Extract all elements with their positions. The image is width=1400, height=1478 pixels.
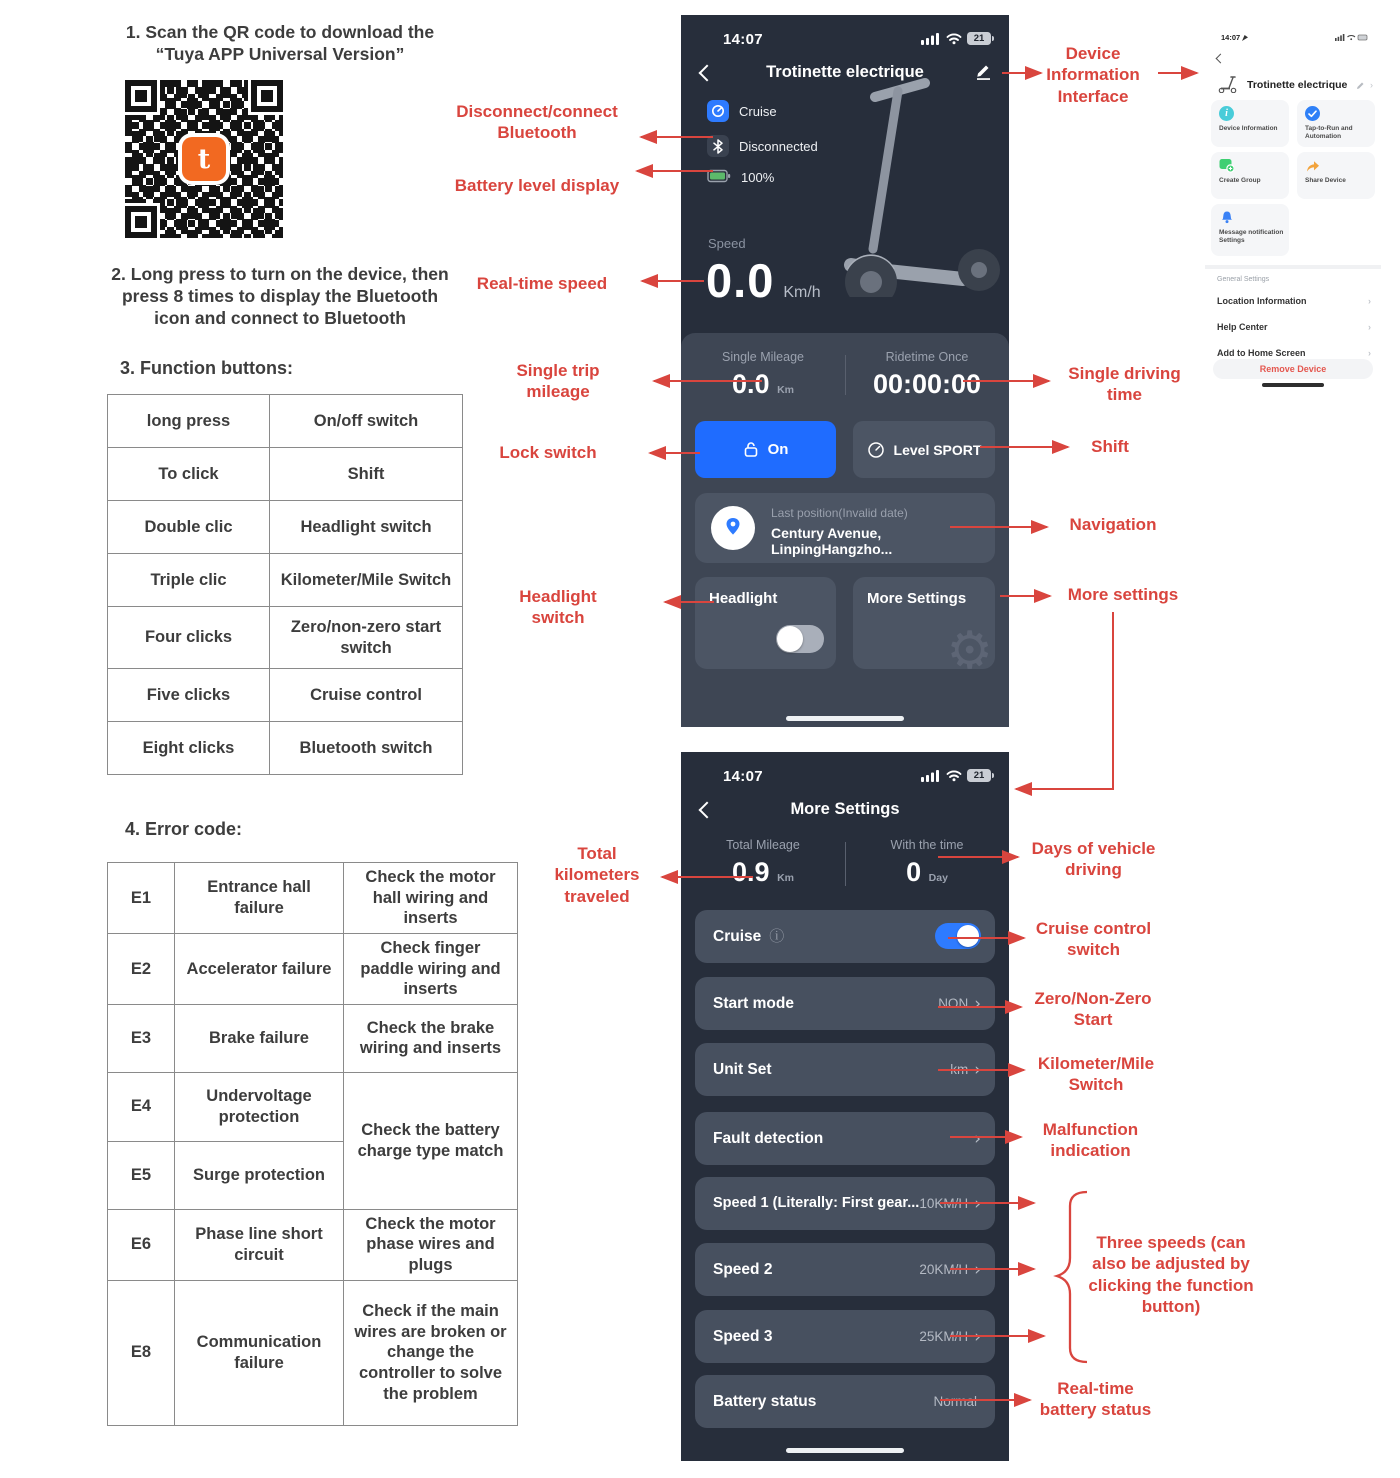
battery-status-label: Battery status	[713, 1393, 817, 1410]
table-cell: Bluetooth switch	[270, 722, 463, 775]
step3-title: 3. Function buttons:	[120, 358, 293, 378]
annotation-driving-time: Single driving time	[1068, 364, 1181, 405]
battery-chip	[707, 169, 774, 186]
mileage-unit: Km	[777, 384, 794, 396]
status-time: 14:07	[1221, 33, 1248, 42]
annotation-device-info: Device Information Interface	[1046, 44, 1140, 106]
start-mode-label: Start mode	[713, 995, 794, 1012]
help-center-row[interactable]: Help Center ›	[1217, 322, 1371, 332]
ridetime-value: 00:00:00	[872, 369, 982, 399]
table-cell: Headlight switch	[270, 501, 463, 554]
with-time-label: With the time	[890, 838, 964, 852]
cruise-icon	[707, 100, 729, 122]
annotation-three-speeds: Three speeds (can also be adjusted by clicking the function button)	[1088, 1233, 1254, 1316]
table-cell: Zero/non-zero start switch	[270, 607, 463, 669]
fault-detection-row[interactable]	[695, 1112, 995, 1165]
table-cell: E1	[108, 863, 175, 934]
navigation-card[interactable]	[695, 493, 995, 563]
with-time-value: 0 Day	[906, 857, 948, 887]
unit-set-row[interactable]	[695, 1043, 995, 1096]
table-cell: Check the battery charge type match	[344, 1072, 518, 1209]
last-position-label: Last position(Invalid date)	[771, 506, 908, 520]
speed-unit: Km/h	[783, 284, 821, 301]
message-notification-card[interactable]: Message notification Settings	[1211, 204, 1289, 256]
chevron-right-icon: ›	[1368, 296, 1371, 306]
bluetooth-icon	[707, 135, 729, 157]
page-title: More Settings	[790, 800, 900, 818]
tuya-logo-icon	[182, 137, 226, 181]
add-to-home-screen-row[interactable]: Add to Home Screen ›	[1217, 348, 1371, 358]
step2-text: 2. Long press to turn on the device, then press 8 times to display the Bluetooth icon and connect to Bluetooth	[111, 264, 449, 328]
qr-finder-icon	[251, 80, 283, 112]
status-icons	[921, 769, 991, 782]
status-time: 14:07	[723, 31, 763, 48]
annotation-malfunction: Malfunction indication	[1042, 1120, 1139, 1161]
create-group-card[interactable]: Create Group	[1211, 152, 1289, 199]
speed-readout	[706, 253, 821, 308]
headlight-label: Headlight	[709, 590, 778, 607]
device-information-card[interactable]: i Device Information	[1211, 100, 1289, 147]
page-title: Trotinette electrique	[766, 63, 924, 81]
table-cell: E2	[108, 933, 175, 1004]
battery-icon: 21	[967, 32, 991, 45]
start-mode-value: NON	[938, 996, 969, 1011]
table-cell: Check the brake wiring and inserts	[344, 1004, 518, 1072]
table-cell: E6	[108, 1209, 175, 1280]
chevron-right-icon: ›	[974, 1059, 981, 1080]
share-icon	[1305, 158, 1320, 173]
total-mileage-value: 0.9 Km	[732, 857, 794, 887]
qr-code	[125, 80, 283, 238]
error-table	[107, 862, 518, 1426]
toggle-knob	[777, 626, 803, 652]
table-cell: Undervoltage protection	[175, 1072, 344, 1141]
function-table	[107, 394, 463, 775]
edit-chevron-group[interactable]	[1356, 80, 1373, 90]
bell-icon	[1219, 210, 1234, 225]
start-mode-row[interactable]	[695, 977, 995, 1030]
battery-status-row	[695, 1375, 995, 1428]
device-info-icon: i	[1219, 106, 1234, 121]
speed-label: Speed	[708, 236, 746, 251]
cruise-label: Cruise	[739, 103, 777, 119]
fault-detection-label: Fault detection	[713, 1130, 824, 1147]
table-cell: Check finger paddle wiring and inserts	[344, 933, 518, 1004]
unit-set-label: Unit Set	[713, 1061, 772, 1078]
scooter-image	[829, 57, 1007, 297]
info-icon[interactable]: ⓘ	[769, 927, 785, 945]
step4-title: 4. Error code:	[125, 819, 243, 839]
table-cell: Surge protection	[175, 1141, 344, 1209]
table-cell: To click	[108, 448, 270, 501]
chevron-right-icon: ›	[1368, 348, 1371, 358]
total-unit: Km	[777, 872, 794, 884]
share-device-card[interactable]: Share Device	[1297, 152, 1375, 199]
cruise-toggle[interactable]	[935, 923, 981, 949]
table-cell: Accelerator failure	[175, 933, 344, 1004]
table-cell: E3	[108, 1004, 175, 1072]
speed2-row[interactable]	[695, 1243, 995, 1296]
more-settings-label: More Settings	[867, 590, 967, 607]
table-cell: E4	[108, 1072, 175, 1141]
annotation-zero-start: Zero/Non-Zero Start	[1034, 989, 1152, 1030]
annotation-lock-switch: Lock switch	[499, 443, 597, 462]
table-cell: Brake failure	[175, 1004, 344, 1072]
section-divider	[1205, 265, 1381, 269]
headlight-card	[695, 577, 836, 669]
scooter-icon	[1217, 75, 1241, 93]
divider	[845, 842, 846, 886]
location-arrow-icon	[1242, 35, 1248, 41]
cruise-row	[695, 910, 995, 963]
chevron-right-icon: ›	[1368, 322, 1371, 332]
annotation-total-km: Total kilometers traveled	[554, 844, 640, 906]
table-cell: Check the motor hall wiring and inserts	[344, 863, 518, 934]
dashboard-panel	[681, 333, 1009, 727]
level-button-label: Level SPORT	[893, 441, 982, 458]
status-icons	[1335, 33, 1369, 41]
annotation-battery-display: Battery level display	[454, 176, 620, 195]
battery-level-icon	[707, 169, 731, 186]
gear-icon: ⚙	[946, 621, 993, 669]
signal-icon	[921, 769, 941, 782]
status-icons	[921, 32, 991, 45]
wifi-icon	[946, 769, 962, 782]
speed3-value: 25KM/H	[919, 1329, 969, 1344]
total-mileage-label: Total Mileage	[726, 838, 800, 852]
unit-set-value: km	[950, 1062, 969, 1077]
chevron-right-icon: ›	[974, 1326, 981, 1347]
chevron-right-icon: ›	[974, 993, 981, 1014]
phone2-more-settings-screen	[681, 752, 1009, 1461]
chevron-right-icon: ›	[974, 1259, 981, 1280]
ridetime-label: Ridetime Once	[885, 350, 969, 364]
wifi-icon	[946, 32, 962, 45]
more-settings-card[interactable]	[853, 577, 995, 669]
annotation-navigation: Navigation	[1069, 515, 1157, 534]
qr-finder-icon	[125, 80, 157, 112]
location-information-row[interactable]: Location Information ›	[1217, 296, 1371, 306]
lock-icon	[743, 441, 759, 458]
phone1-main-screen	[681, 15, 1009, 727]
table-cell: Shift	[270, 448, 463, 501]
table-cell: Five clicks	[108, 669, 270, 722]
signal-icon	[921, 32, 941, 45]
table-cell: On/off switch	[270, 395, 463, 448]
annotation-battery-status: Real-time battery status	[1039, 1379, 1152, 1420]
bluetooth-chip[interactable]	[707, 135, 818, 157]
status-time: 14:07	[723, 768, 763, 785]
divider	[845, 355, 846, 395]
annotation-days-driving: Days of vehicle driving	[1031, 839, 1156, 880]
home-indicator	[786, 716, 904, 721]
last-position-address: Century Avenue, LinpingHangzho...	[771, 525, 893, 557]
location-pin-icon	[711, 506, 755, 550]
table-cell: Communication failure	[175, 1280, 344, 1425]
table-cell: E5	[108, 1141, 175, 1209]
chevron-right-icon: ›	[1370, 80, 1373, 90]
table-cell: Phase line short circuit	[175, 1209, 344, 1280]
qr-finder-icon	[125, 206, 157, 238]
annotation-shift: Shift	[1091, 437, 1129, 456]
speed-value: 0.0	[706, 254, 775, 307]
table-cell: long press	[108, 395, 270, 448]
speed3-row[interactable]	[695, 1310, 995, 1363]
level-shift-button[interactable]	[853, 421, 995, 478]
remove-device-button[interactable]: Remove Device	[1213, 359, 1373, 379]
cruise-chip	[707, 100, 777, 122]
single-mileage-label: Single Mileage	[722, 350, 804, 364]
battery-status-value: Normal	[933, 1394, 977, 1409]
speed3-label: Speed 3	[713, 1328, 773, 1345]
tap-to-run-card[interactable]: Tap-to-Run and Automation	[1297, 100, 1375, 147]
headlight-toggle[interactable]	[776, 625, 824, 653]
annotation-single-trip: Single trip mileage	[516, 361, 600, 402]
device-info-panel	[1205, 25, 1381, 381]
table-cell: Cruise control	[270, 669, 463, 722]
home-indicator	[1262, 383, 1324, 387]
table-cell: Eight clicks	[108, 722, 270, 775]
table-cell: Check if the main wires are broken or change the controller to solve the problem	[344, 1280, 518, 1425]
table-cell: Triple clic	[108, 554, 270, 607]
battery-percent: 100%	[741, 170, 775, 185]
speed1-value: 10KM/H	[919, 1196, 969, 1211]
table-cell: Double clic	[108, 501, 270, 554]
cruise-label: Cruise	[713, 928, 762, 945]
annotation-cruise-switch: Cruise control switch	[1035, 919, 1152, 960]
gauge-icon	[867, 441, 885, 459]
chevron-right-icon: ›	[974, 1128, 981, 1149]
device-name: Trotinette electrique	[1247, 79, 1348, 91]
general-settings-label: General Settings	[1217, 276, 1270, 283]
home-indicator	[786, 1448, 904, 1453]
table-cell: Check the motor phase wires and plugs	[344, 1209, 518, 1280]
check-circle-icon	[1305, 106, 1320, 121]
table-cell: Four clicks	[108, 607, 270, 669]
table-cell: Kilometer/Mile Switch	[270, 554, 463, 607]
chevron-right-icon: ›	[974, 1193, 981, 1214]
tuya-t-glyph: t	[197, 143, 211, 175]
edit-icon	[1356, 81, 1365, 90]
single-mileage-value: 0.0 Km	[732, 369, 794, 399]
annotation-headlight: Headlight switch	[519, 587, 597, 628]
back-icon[interactable]	[1216, 54, 1226, 64]
days-unit: Day	[928, 872, 948, 884]
annotation-more-settings: More settings	[1067, 585, 1179, 604]
battery-icon: 21	[967, 769, 991, 782]
speed1-row[interactable]	[695, 1177, 995, 1230]
speed2-label: Speed 2	[713, 1261, 773, 1278]
lock-switch-button[interactable]	[695, 421, 836, 478]
table-cell: Entrance hall failure	[175, 863, 344, 934]
toggle-knob	[957, 925, 979, 947]
speed2-value: 20KM/H	[919, 1262, 969, 1277]
create-group-icon	[1219, 158, 1234, 173]
speed1-label: Speed 1 (Literally: First gear...	[713, 1195, 920, 1211]
annotation-realtime-speed: Real-time speed	[476, 274, 608, 293]
bluetooth-status: Disconnected	[739, 138, 818, 154]
annotation-km-mile: Kilometer/Mile Switch	[1037, 1054, 1155, 1095]
step1-text: 1. Scan the QR code to download the “Tuya APP Universal Version”	[125, 22, 435, 64]
annotation-bluetooth: Disconnect/connect Bluetooth	[456, 102, 618, 143]
table-cell: E8	[108, 1280, 175, 1425]
lock-button-label: On	[767, 441, 789, 458]
